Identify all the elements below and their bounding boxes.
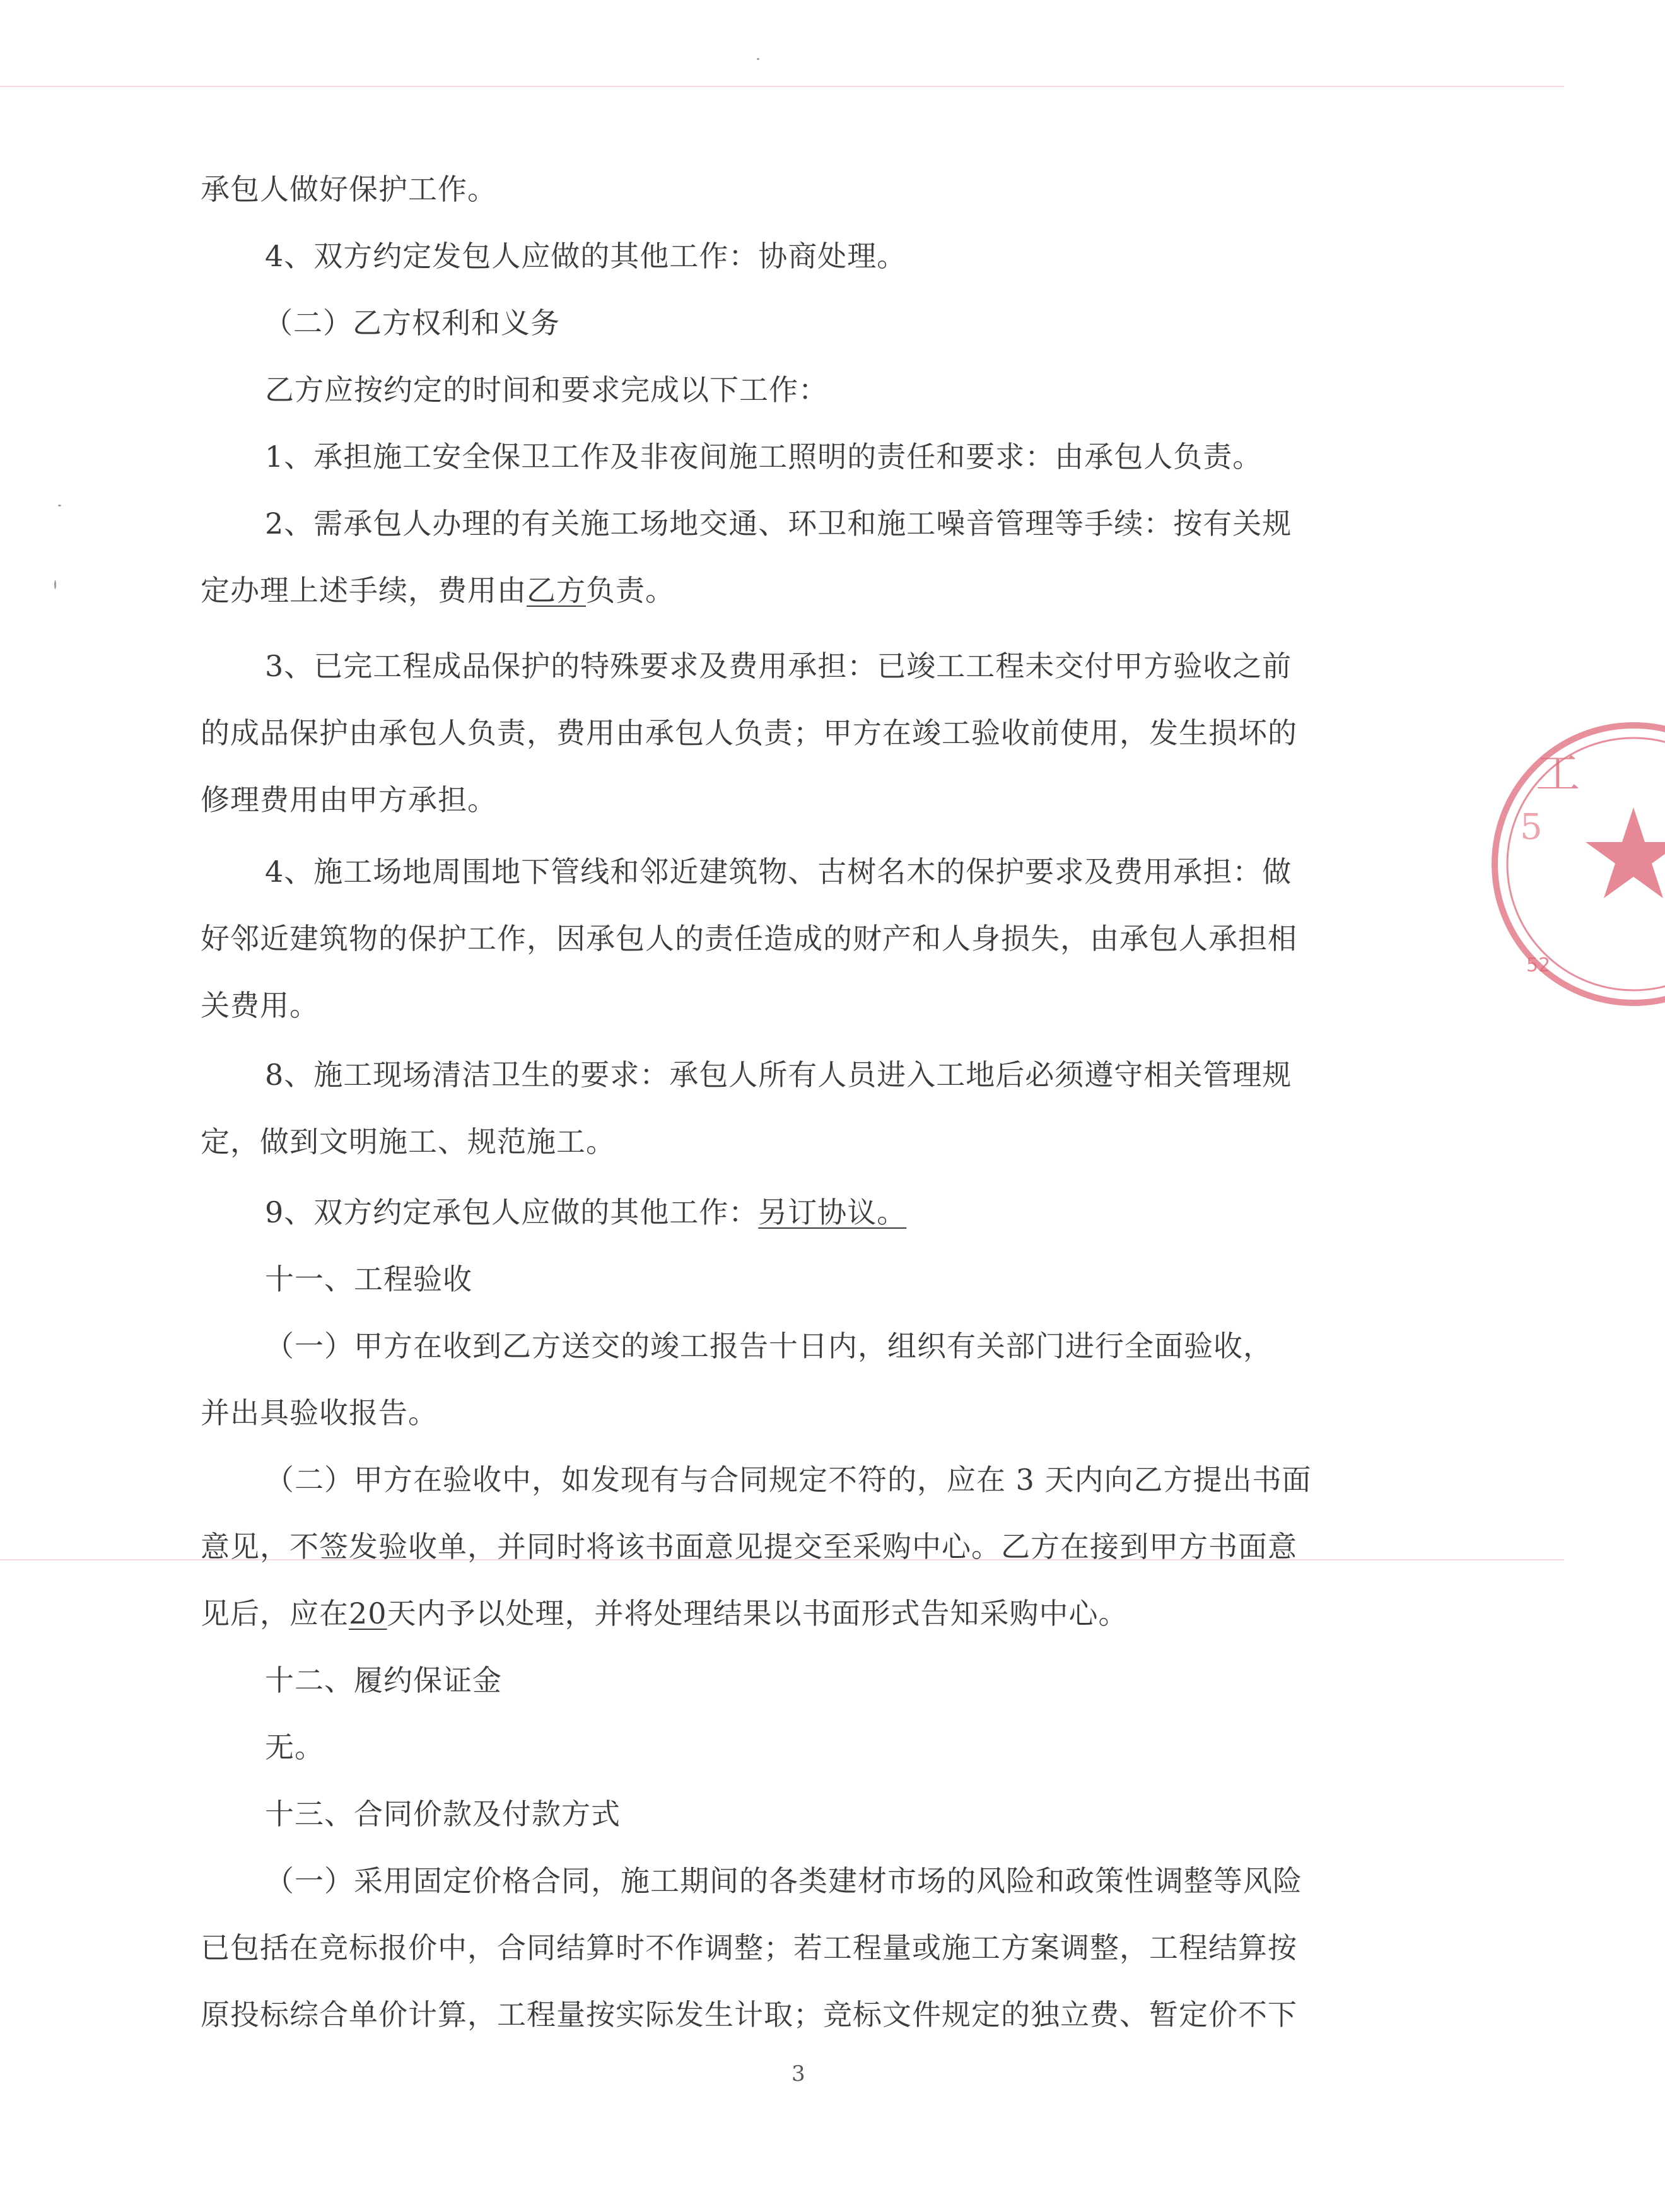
svg-text:工: 工 — [1536, 747, 1580, 799]
text-line: 2、需承包人办理的有关施工场地交通、环卫和施工噪音管理等手续：按有关规 — [265, 506, 1292, 541]
scan-line-top — [0, 86, 1564, 87]
scan-speck — [757, 58, 759, 60]
text-line: 见后，应在20天内予以处理，并将处理结果以书面形式告知采购中心。 — [201, 1596, 1128, 1630]
text-line: （一）甲方在收到乙方送交的竣工报告十日内，组织有关部门进行全面验收， — [265, 1329, 1273, 1363]
filled-blank: 20 — [349, 1596, 387, 1630]
text-line: 乙方应按约定的时间和要求完成以下工作： — [265, 373, 828, 407]
text-line: 关费用。 — [201, 988, 319, 1022]
text-line: 1、承担施工安全保卫工作及非夜间施工照明的责任和要求：由承包人负责。 — [265, 440, 1263, 474]
text-line: （二）甲方在验收中，如发现有与合同规定不符的，应在 3 天内向乙方提出书面 — [265, 1463, 1312, 1497]
text-line: 修理费用由甲方承担。 — [201, 783, 497, 817]
scan-speck — [54, 580, 56, 589]
text-line: 原投标综合单价计算，工程量按实际发生计取；竞标文件规定的独立费、暂定价不下 — [201, 1998, 1297, 2032]
page-number: 3 — [792, 2061, 805, 2086]
official-seal-stamp — [1476, 706, 1665, 1022]
svg-text:5: 5 — [1520, 807, 1543, 848]
section-heading: 十三、合同价款及付款方式 — [265, 1797, 621, 1831]
section-heading: （二）乙方权利和义务 — [264, 306, 560, 340]
text-line: 定，做到文明施工、规范施工。 — [201, 1125, 616, 1159]
text-line: 9、双方约定承包人应做的其他工作：另订协议。 — [265, 1195, 907, 1229]
text-line: 4、双方约定发包人应做的其他工作：协商处理。 — [265, 239, 907, 273]
text-line: 8、施工现场清洁卫生的要求：承包人所有人员进入工地后必须遵守相关管理规 — [265, 1058, 1292, 1092]
text-line: 无。 — [265, 1730, 324, 1764]
text-line: 的成品保护由承包人负责，费用由承包人负责；甲方在竣工验收前使用，发生损坏的 — [201, 716, 1297, 750]
text-line: （一）采用固定价格合同，施工期间的各类建材市场的风险和政策性调整等风险 — [265, 1864, 1302, 1898]
section-heading: 十二、履约保证金 — [265, 1663, 502, 1697]
section-heading: 十一、工程验收 — [265, 1262, 472, 1296]
filled-blank: 另订协议。 — [758, 1195, 907, 1229]
text-line: 并出具验收报告。 — [201, 1396, 438, 1430]
scan-speck — [58, 505, 61, 506]
text-line: 定办理上述手续，费用由乙方负责。 — [201, 573, 675, 607]
text-line: 3、已完工程成品保护的特殊要求及费用承担：已竣工工程未交付甲方验收之前 — [265, 649, 1292, 683]
text-line: 已包括在竞标报价中，合同结算时不作调整；若工程量或施工方案调整，工程结算按 — [201, 1931, 1297, 1965]
text-line: 承包人做好保护工作。 — [201, 172, 497, 206]
svg-text:52: 52 — [1526, 954, 1551, 976]
text-line: 意见，不签发验收单，并同时将该书面意见提交至采购中心。乙方在接到甲方书面意 — [201, 1530, 1297, 1564]
text-line: 好邻近建筑物的保护工作，因承包人的责任造成的财产和人身损失，由承包人承担相 — [201, 922, 1297, 956]
text-line: 4、施工场地周围地下管线和邻近建筑物、古树名木的保护要求及费用承担：做 — [265, 855, 1292, 889]
filled-blank: 乙方 — [527, 573, 586, 607]
